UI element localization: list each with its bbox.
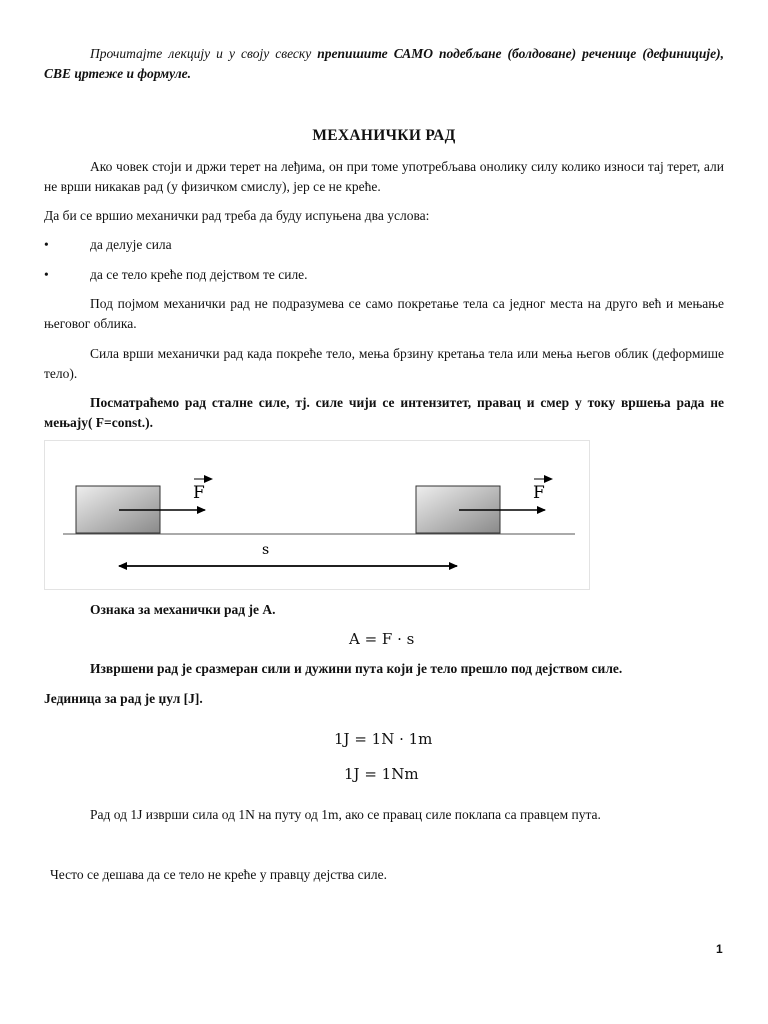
bullet-text: да делује сила	[90, 237, 172, 252]
force-diagram-svg	[45, 441, 589, 589]
force-label-left: F	[193, 483, 205, 503]
formula-unit-1: 1J = 1N · 1m	[334, 730, 433, 748]
page-number: 1	[716, 942, 723, 956]
force-diagram	[44, 440, 590, 590]
paragraph-2: Да би се вршио механички рад треба да буду испуњена два услова:	[44, 208, 430, 223]
formula-work: A = F · s	[349, 630, 415, 648]
page-title: МЕХАНИЧКИ РАД	[312, 127, 456, 144]
paragraph-5-bold: Посматраћемо рад сталне силе, тј. силе чији се интензитет, правац и смер у току вршења рада не мењају( F=const.).	[44, 395, 724, 430]
distance-label: s	[262, 542, 270, 558]
force-label-right: F	[533, 483, 545, 503]
paragraph-3: Под појмом механички рад не подразумева се само покретање тела са једног места на друго већ и мењање његовог облика.	[44, 296, 724, 331]
instruction-emphasis: препишите САМО подебљане (болдоване) реченице (дефиниције), СВЕ цртеже и формуле.	[44, 46, 724, 81]
instruction-paragraph	[44, 44, 724, 83]
paragraph-1: Ако човек стоји и држи терет на леђима, он при томе употребљава онолику силу колико износи тај терет, али не врши никакав рад (у физичком смислу), јер се не креће.	[44, 159, 724, 194]
bullet-text: да се тело креће под дејством те силе.	[90, 267, 308, 282]
paragraph-6-bold: Ознака за механички рад је А.	[90, 602, 276, 617]
paragraph-7-bold: Извршени рад је сразмеран сили и дужини пута који је тело прешло под дејством силе.	[90, 661, 623, 676]
paragraph-8-bold: Јединица за рад је џул [Ј].	[44, 691, 203, 706]
instruction-text: Прочитајте лекцију и у своју свеску	[90, 46, 318, 61]
paragraph-4: Сила врши механички рад када покреће тело, мења брзину кретања тела или мења његов облик (деформише тело).	[44, 346, 724, 381]
bullet-icon: •	[44, 237, 49, 252]
paragraph-10: Често се дешава да се тело не креће у правцу дејства силе.	[50, 867, 387, 882]
formula-unit-2: 1J = 1Nm	[344, 765, 419, 783]
bullet-icon: •	[44, 267, 49, 282]
paragraph-9: Рад од 1Ј изврши сила од 1N на путу од 1m, ако се правац силе поклапа са правцем пута.	[90, 807, 601, 822]
